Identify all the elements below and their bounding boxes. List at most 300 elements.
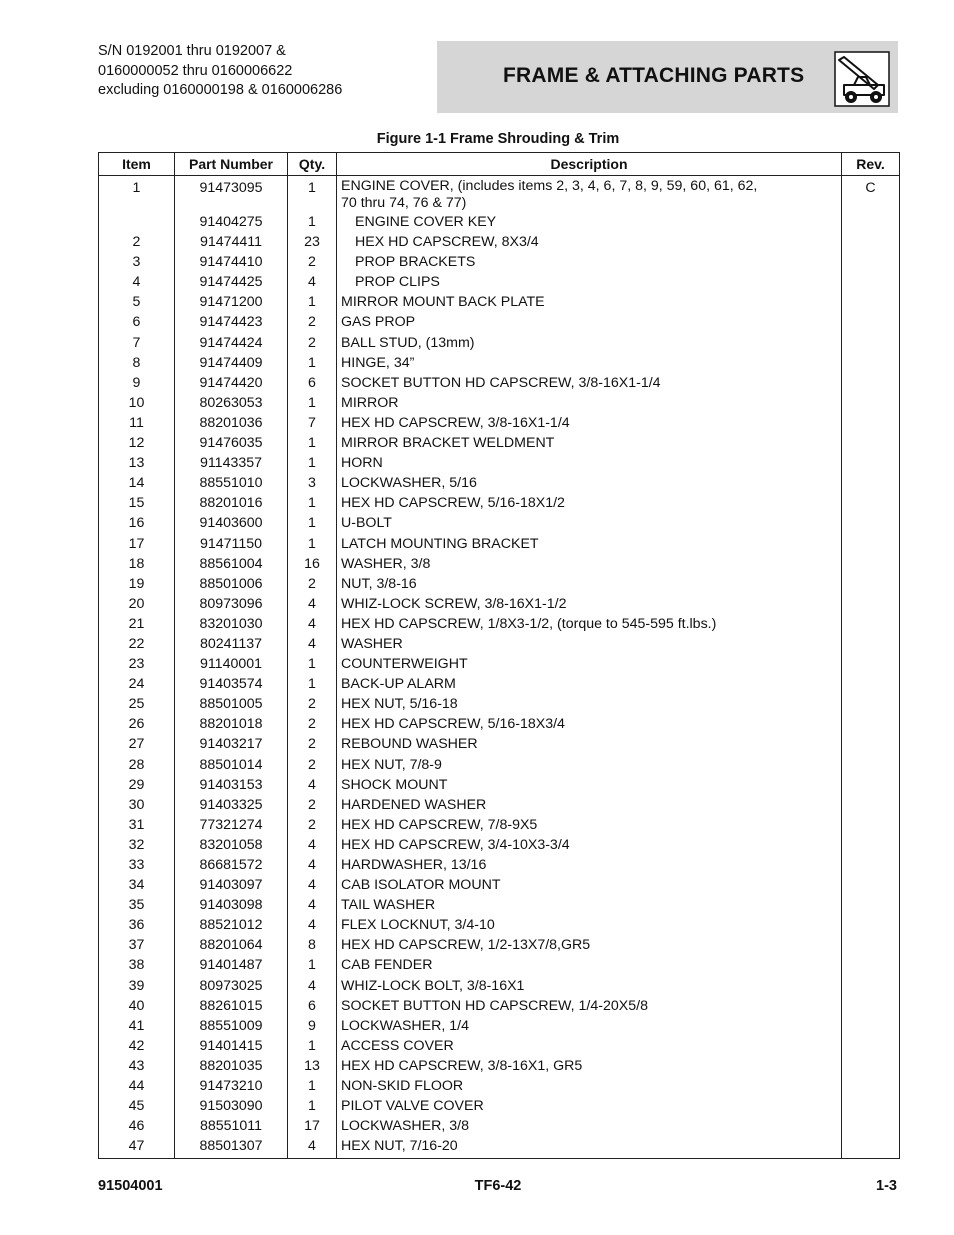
cell-item: 27 [99, 734, 175, 754]
cell-rev [842, 915, 900, 935]
cell-description: HINGE, 34” [337, 353, 842, 373]
cell-qty: 4 [288, 855, 337, 875]
cell-rev [842, 513, 900, 533]
cell-part-number: 91473095 [175, 176, 288, 213]
cell-qty: 9 [288, 1016, 337, 1036]
cell-rev: C [842, 176, 900, 213]
cell-rev [842, 875, 900, 895]
cell-rev [842, 413, 900, 433]
cell-item: 45 [99, 1096, 175, 1116]
cell-qty: 2 [288, 574, 337, 594]
cell-qty: 1 [288, 353, 337, 373]
cell-description: MIRROR MOUNT BACK PLATE [337, 292, 842, 312]
table-row [99, 594, 900, 614]
cell-item: 36 [99, 915, 175, 935]
cell-rev [842, 292, 900, 312]
cell-item: 31 [99, 815, 175, 835]
cell-item: 13 [99, 453, 175, 473]
cell-qty: 2 [288, 795, 337, 815]
table-row [99, 433, 900, 453]
cell-part-number: 88501014 [175, 755, 288, 775]
cell-item: 47 [99, 1136, 175, 1159]
cell-description: WHIZ-LOCK SCREW, 3/8-16X1-1/2 [337, 594, 842, 614]
table-row [99, 614, 900, 634]
table-row [99, 493, 900, 513]
cell-qty: 1 [288, 955, 337, 975]
cell-part-number: 91404275 [175, 212, 288, 232]
cell-part-number: 88551010 [175, 473, 288, 493]
cell-rev [842, 976, 900, 996]
cell-item: 15 [99, 493, 175, 513]
cell-rev [842, 634, 900, 654]
cell-rev [842, 353, 900, 373]
table-row [99, 534, 900, 554]
cell-item: 38 [99, 955, 175, 975]
section-title: FRAME & ATTACHING PARTS [503, 64, 805, 87]
cell-item: 16 [99, 513, 175, 533]
cell-rev [842, 1016, 900, 1036]
table-row [99, 714, 900, 734]
cell-item: 22 [99, 634, 175, 654]
cell-part-number: 80241137 [175, 634, 288, 654]
cell-description: CAB ISOLATOR MOUNT [337, 875, 842, 895]
table-row [99, 292, 900, 312]
table-row [99, 232, 900, 252]
cell-qty: 4 [288, 875, 337, 895]
cell-description: HARDENED WASHER [337, 795, 842, 815]
cell-rev [842, 433, 900, 453]
parts-table-body [99, 176, 900, 1159]
cell-description: ENGINE COVER, (includes items 2, 3, 4, 6, 7, 8, 9, 59, 60, 61, 62, 70 thru 74, 76 & 77) [337, 176, 842, 213]
cell-rev [842, 272, 900, 292]
cell-description: REBOUND WASHER [337, 734, 842, 754]
cell-description: NON-SKID FLOOR [337, 1076, 842, 1096]
cell-rev [842, 312, 900, 332]
cell-description: SOCKET BUTTON HD CAPSCREW, 1/4-20X5/8 [337, 996, 842, 1016]
cell-description: LATCH MOUNTING BRACKET [337, 534, 842, 554]
cell-part-number: 91474420 [175, 373, 288, 393]
cell-rev [842, 955, 900, 975]
cell-qty: 1 [288, 493, 337, 513]
cell-item: 23 [99, 654, 175, 674]
footer-model: TF6-42 [474, 1178, 522, 1194]
cell-qty: 1 [288, 654, 337, 674]
cell-rev [842, 373, 900, 393]
footer-page-number: 1-3 [876, 1178, 897, 1194]
cell-rev [842, 594, 900, 614]
cell-part-number: 86681572 [175, 855, 288, 875]
cell-item: 14 [99, 473, 175, 493]
cell-qty: 4 [288, 594, 337, 614]
cell-part-number: 91401487 [175, 955, 288, 975]
cell-part-number: 88201064 [175, 935, 288, 955]
table-row [99, 413, 900, 433]
cell-part-number: 91403600 [175, 513, 288, 533]
cell-rev [842, 714, 900, 734]
cell-qty: 2 [288, 815, 337, 835]
table-row [99, 393, 900, 413]
cell-qty: 7 [288, 413, 337, 433]
cell-part-number: 91143357 [175, 453, 288, 473]
table-row [99, 634, 900, 654]
serial-number-block [98, 42, 428, 101]
cell-item: 20 [99, 594, 175, 614]
cell-qty: 1 [288, 393, 337, 413]
cell-part-number: 88551011 [175, 1116, 288, 1136]
table-row [99, 815, 900, 835]
cell-qty: 2 [288, 252, 337, 272]
cell-qty: 4 [288, 634, 337, 654]
table-row [99, 915, 900, 935]
cell-item: 1 [99, 176, 175, 213]
cell-part-number: 80263053 [175, 393, 288, 413]
table-row [99, 1076, 900, 1096]
cell-description: LOCKWASHER, 1/4 [337, 1016, 842, 1036]
serial-line-3: excluding 0160000198 & 0160006286 [98, 82, 343, 98]
cell-qty: 4 [288, 775, 337, 795]
cell-qty: 23 [288, 232, 337, 252]
cell-part-number: 80973025 [175, 976, 288, 996]
cell-rev [842, 674, 900, 694]
cell-description: HEX HD CAPSCREW, 3/8-16X1, GR5 [337, 1056, 842, 1076]
cell-description: HEX HD CAPSCREW, 5/16-18X3/4 [337, 714, 842, 734]
table-header-row [99, 153, 900, 176]
cell-description: GAS PROP [337, 312, 842, 332]
cell-description: HEX NUT, 7/16-20 [337, 1136, 842, 1159]
table-row [99, 976, 900, 996]
cell-qty: 16 [288, 554, 337, 574]
cell-item: 32 [99, 835, 175, 855]
cell-rev [842, 815, 900, 835]
cell-description: ACCESS COVER [337, 1036, 842, 1056]
cell-item: 25 [99, 694, 175, 714]
table-row [99, 212, 900, 232]
table-row [99, 654, 900, 674]
cell-part-number: 91140001 [175, 654, 288, 674]
cell-part-number: 91503090 [175, 1096, 288, 1116]
cell-rev [842, 232, 900, 252]
cell-qty: 2 [288, 734, 337, 754]
col-header-part-number: Part Number [175, 153, 288, 176]
table-row [99, 1096, 900, 1116]
cell-qty: 1 [288, 453, 337, 473]
cell-item: 18 [99, 554, 175, 574]
cell-rev [842, 554, 900, 574]
table-row [99, 895, 900, 915]
cell-description: ENGINE COVER KEY [337, 212, 842, 232]
cell-part-number: 83201058 [175, 835, 288, 855]
cell-item: 7 [99, 333, 175, 353]
cell-item: 41 [99, 1016, 175, 1036]
cell-qty: 1 [288, 212, 337, 232]
cell-item: 28 [99, 755, 175, 775]
cell-item: 42 [99, 1036, 175, 1056]
table-row [99, 875, 900, 895]
cell-qty: 1 [288, 176, 337, 213]
cell-rev [842, 694, 900, 714]
cell-qty: 1 [288, 674, 337, 694]
cell-qty: 1 [288, 1036, 337, 1056]
cell-item: 11 [99, 413, 175, 433]
cell-description: SOCKET BUTTON HD CAPSCREW, 3/8-16X1-1/4 [337, 373, 842, 393]
cell-item: 12 [99, 433, 175, 453]
table-row [99, 935, 900, 955]
cell-rev [842, 614, 900, 634]
table-row [99, 473, 900, 493]
cell-part-number: 88501006 [175, 574, 288, 594]
cell-rev [842, 996, 900, 1016]
cell-item: 8 [99, 353, 175, 373]
col-header-item: Item [99, 153, 175, 176]
table-row [99, 835, 900, 855]
serial-line-2: 0160000052 thru 0160006622 [98, 62, 293, 79]
col-header-rev: Rev. [842, 153, 900, 176]
cell-rev [842, 212, 900, 232]
cell-rev [842, 393, 900, 413]
cell-rev [842, 1076, 900, 1096]
table-row [99, 176, 900, 213]
cell-part-number: 91403217 [175, 734, 288, 754]
cell-description: HEX HD CAPSCREW, 7/8-9X5 [337, 815, 842, 835]
cell-item: 3 [99, 252, 175, 272]
cell-part-number: 88201036 [175, 413, 288, 433]
cell-rev [842, 473, 900, 493]
cell-rev [842, 1116, 900, 1136]
cell-qty: 1 [288, 433, 337, 453]
cell-item: 10 [99, 393, 175, 413]
cell-description: LOCKWASHER, 5/16 [337, 473, 842, 493]
footer-document-number: 91504001 [98, 1178, 163, 1194]
cell-qty: 2 [288, 755, 337, 775]
cell-item: 37 [99, 935, 175, 955]
cell-part-number: 88261015 [175, 996, 288, 1016]
cell-rev [842, 855, 900, 875]
cell-item: 17 [99, 534, 175, 554]
parts-table [98, 152, 900, 1159]
table-row [99, 795, 900, 815]
cell-part-number: 91403098 [175, 895, 288, 915]
cell-part-number: 91474425 [175, 272, 288, 292]
cell-qty: 2 [288, 333, 337, 353]
cell-part-number: 91473210 [175, 1076, 288, 1096]
cell-rev [842, 835, 900, 855]
cell-part-number: 88201035 [175, 1056, 288, 1076]
cell-description: SHOCK MOUNT [337, 775, 842, 795]
cell-part-number: 77321274 [175, 815, 288, 835]
cell-description: COUNTERWEIGHT [337, 654, 842, 674]
cell-qty: 13 [288, 1056, 337, 1076]
figure-title: Figure 1-1 Frame Shrouding & Trim [376, 131, 620, 147]
table-row [99, 252, 900, 272]
cell-description: PROP BRACKETS [337, 252, 842, 272]
cell-part-number: 88201016 [175, 493, 288, 513]
section-banner [437, 41, 898, 113]
cell-description: HEX HD CAPSCREW, 1/2-13X7/8,GR5 [337, 935, 842, 955]
cell-description: WASHER [337, 634, 842, 654]
cell-description: LOCKWASHER, 3/8 [337, 1116, 842, 1136]
cell-description: HEX HD CAPSCREW, 8X3/4 [337, 232, 842, 252]
cell-qty: 4 [288, 614, 337, 634]
cell-qty: 17 [288, 1116, 337, 1136]
cell-item: 30 [99, 795, 175, 815]
cell-description: MIRROR [337, 393, 842, 413]
table-row [99, 1016, 900, 1036]
cell-part-number: 88521012 [175, 915, 288, 935]
cell-qty: 4 [288, 915, 337, 935]
cell-part-number: 91471200 [175, 292, 288, 312]
table-row [99, 1056, 900, 1076]
cell-part-number: 91401415 [175, 1036, 288, 1056]
cell-description: HEX HD CAPSCREW, 3/8-16X1-1/4 [337, 413, 842, 433]
table-row [99, 775, 900, 795]
cell-description: FLEX LOCKNUT, 3/4-10 [337, 915, 842, 935]
cell-rev [842, 935, 900, 955]
table-row [99, 955, 900, 975]
cell-qty: 1 [288, 534, 337, 554]
cell-rev [842, 775, 900, 795]
table-row [99, 855, 900, 875]
cell-item: 26 [99, 714, 175, 734]
cell-item [99, 212, 175, 232]
cell-description: NUT, 3/8-16 [337, 574, 842, 594]
table-row [99, 755, 900, 775]
cell-part-number: 88501005 [175, 694, 288, 714]
cell-part-number: 91474411 [175, 232, 288, 252]
cell-part-number: 91476035 [175, 433, 288, 453]
cell-part-number: 88501307 [175, 1136, 288, 1159]
cell-part-number: 91474424 [175, 333, 288, 353]
serial-line-1: S/N 0192001 thru 0192007 & [98, 43, 286, 59]
cell-part-number: 91403325 [175, 795, 288, 815]
cell-part-number: 91471150 [175, 534, 288, 554]
cell-item: 29 [99, 775, 175, 795]
cell-item: 21 [99, 614, 175, 634]
table-row [99, 312, 900, 332]
cell-qty: 6 [288, 373, 337, 393]
cell-item: 33 [99, 855, 175, 875]
cell-qty: 4 [288, 895, 337, 915]
cell-rev [842, 795, 900, 815]
cell-qty: 1 [288, 1076, 337, 1096]
cell-qty: 4 [288, 976, 337, 996]
cell-description: HEX HD CAPSCREW, 3/4-10X3-3/4 [337, 835, 842, 855]
cell-rev [842, 1136, 900, 1159]
cell-rev [842, 493, 900, 513]
cell-description: PILOT VALVE COVER [337, 1096, 842, 1116]
cell-rev [842, 534, 900, 554]
cell-item: 40 [99, 996, 175, 1016]
cell-rev [842, 1096, 900, 1116]
cell-rev [842, 1056, 900, 1076]
table-row [99, 734, 900, 754]
cell-description: CAB FENDER [337, 955, 842, 975]
cell-part-number: 91403097 [175, 875, 288, 895]
cell-item: 6 [99, 312, 175, 332]
cell-item: 43 [99, 1056, 175, 1076]
telehandler-icon [834, 51, 890, 107]
table-row [99, 1116, 900, 1136]
cell-part-number: 80973096 [175, 594, 288, 614]
cell-qty: 4 [288, 272, 337, 292]
table-row [99, 554, 900, 574]
cell-item: 34 [99, 875, 175, 895]
table-row [99, 513, 900, 533]
cell-description: HEX NUT, 5/16-18 [337, 694, 842, 714]
cell-item: 46 [99, 1116, 175, 1136]
cell-description: MIRROR BRACKET WELDMENT [337, 433, 842, 453]
cell-qty: 4 [288, 1136, 337, 1159]
cell-qty: 1 [288, 513, 337, 533]
cell-qty: 4 [288, 835, 337, 855]
cell-item: 5 [99, 292, 175, 312]
cell-rev [842, 1036, 900, 1056]
cell-description: BALL STUD, (13mm) [337, 333, 842, 353]
cell-description: WHIZ-LOCK BOLT, 3/8-16X1 [337, 976, 842, 996]
cell-qty: 2 [288, 694, 337, 714]
table-row [99, 373, 900, 393]
cell-description: TAIL WASHER [337, 895, 842, 915]
cell-qty: 1 [288, 292, 337, 312]
cell-item: 35 [99, 895, 175, 915]
cell-qty: 3 [288, 473, 337, 493]
cell-part-number: 91403574 [175, 674, 288, 694]
cell-item: 39 [99, 976, 175, 996]
cell-rev [842, 453, 900, 473]
cell-rev [842, 895, 900, 915]
cell-rev [842, 734, 900, 754]
cell-part-number: 91474409 [175, 353, 288, 373]
cell-description: WASHER, 3/8 [337, 554, 842, 574]
cell-description: HEX NUT, 7/8-9 [337, 755, 842, 775]
cell-rev [842, 252, 900, 272]
table-row [99, 674, 900, 694]
cell-description: HARDWASHER, 13/16 [337, 855, 842, 875]
table-row [99, 453, 900, 473]
cell-part-number: 88551009 [175, 1016, 288, 1036]
table-row [99, 1036, 900, 1056]
cell-item: 9 [99, 373, 175, 393]
cell-item: 4 [99, 272, 175, 292]
table-row [99, 353, 900, 373]
cell-qty: 2 [288, 312, 337, 332]
cell-part-number: 91403153 [175, 775, 288, 795]
cell-qty: 6 [288, 996, 337, 1016]
cell-part-number: 83201030 [175, 614, 288, 634]
table-row [99, 272, 900, 292]
cell-qty: 2 [288, 714, 337, 734]
cell-description: PROP CLIPS [337, 272, 842, 292]
cell-description: HEX HD CAPSCREW, 1/8X3-1/2, (torque to 545-595 ft.lbs.) [337, 614, 842, 634]
cell-description: HEX HD CAPSCREW, 5/16-18X1/2 [337, 493, 842, 513]
table-row [99, 1136, 900, 1159]
col-header-description: Description [337, 153, 842, 176]
cell-part-number: 88201018 [175, 714, 288, 734]
cell-description: BACK-UP ALARM [337, 674, 842, 694]
cell-part-number: 91474423 [175, 312, 288, 332]
table-row [99, 333, 900, 353]
cell-rev [842, 333, 900, 353]
table-row [99, 574, 900, 594]
cell-part-number: 88561004 [175, 554, 288, 574]
table-row [99, 996, 900, 1016]
cell-item: 2 [99, 232, 175, 252]
cell-rev [842, 755, 900, 775]
cell-description: U-BOLT [337, 513, 842, 533]
cell-qty: 8 [288, 935, 337, 955]
table-row [99, 694, 900, 714]
cell-item: 24 [99, 674, 175, 694]
cell-rev [842, 574, 900, 594]
